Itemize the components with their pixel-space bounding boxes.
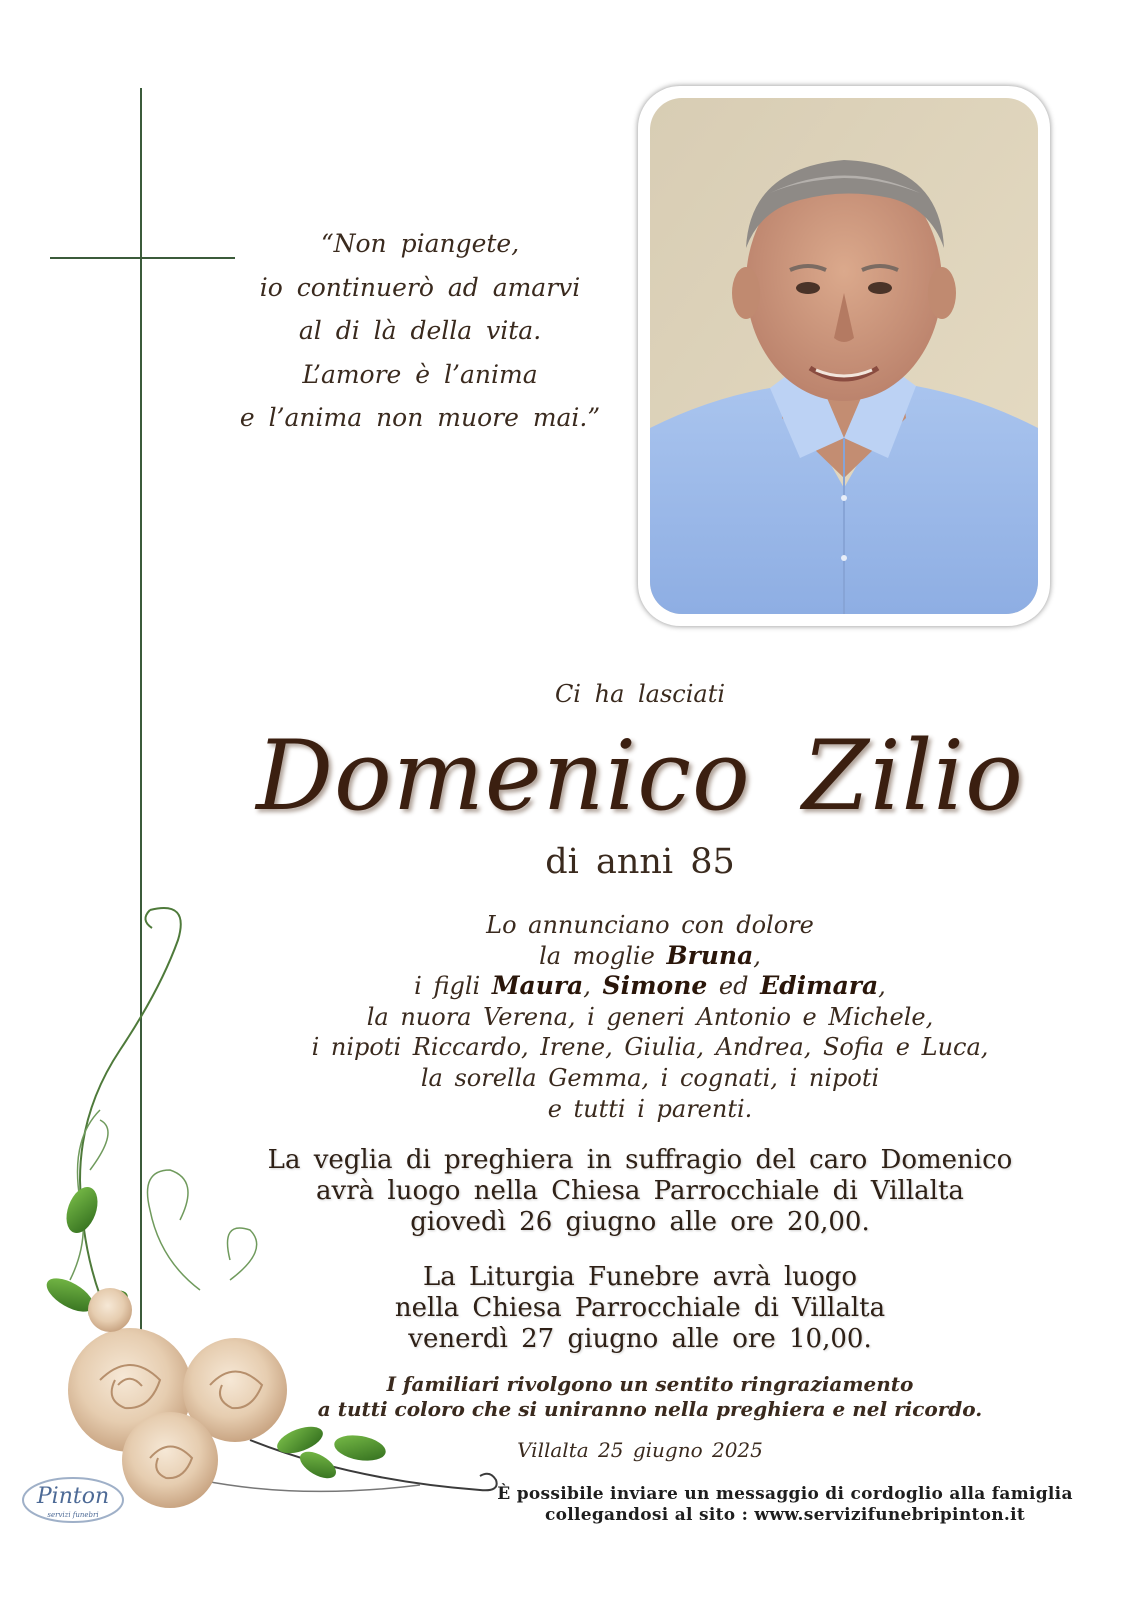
quote-line: e l’anima non muore mai.” [239,403,601,432]
memorial-quote [220,222,620,440]
vigil-line: giovedì 26 giugno alle ore 20,00. [410,1207,870,1237]
announcement-line: i nipoti Riccardo, Irene, Giulia, Andrea, Sofia e Luca, [311,1033,989,1062]
rose [88,1288,132,1332]
footer-line: collegandosi al sito : www.servizifunebripinton.it [544,1505,1026,1525]
announcement-line: Lo annunciano con dolore [486,911,814,939]
pinton-logo [18,1470,128,1530]
logo-brand: Pinton [36,1484,110,1509]
announcement-line: e tutti i parenti. [547,1094,753,1123]
quote-line: al di là della vita. [298,316,542,345]
vigil-line: La veglia di preghiera in suffragio del caro Domenico [267,1145,1013,1175]
logo-tagline: servizi funebri [47,1511,99,1519]
place-date: Villalta 25 giugno 2025 [517,1438,763,1462]
age-text: di anni 85 [545,842,735,882]
footer-line: È possibile inviare un messaggio di cordoglio alla famiglia [497,1484,1073,1504]
family-name-bold: Simone [602,971,708,1001]
quote-line: io continuerò ad amarvi [259,272,581,302]
announcement-text: , [583,972,603,1001]
announcement-text: la moglie [539,941,667,970]
thanks-line: I familiari rivolgono un sentito ringraziamento [386,1372,914,1396]
thanks-line: a tutti coloro che si uniranno nella preghiera e nel ricordo. [317,1397,983,1421]
portrait-frame [638,86,1050,626]
quote-line: L’amore è l’anima [302,359,538,389]
funeral-line: nella Chiesa Parrocchiale di Villalta [394,1293,886,1323]
funeral-line: La Liturgia Funebre avrà luogo [423,1262,857,1292]
family-name-bold: Bruna [666,940,754,970]
funeral-line: venerdì 27 giugno alle ore 10,00. [408,1324,872,1354]
announcement-text: i figli [414,972,492,1001]
announcement-text: , [878,972,886,1001]
quote-line: “Non piangete, [320,229,520,258]
intro-text: Ci ha lasciati [554,680,726,708]
announcement-line: la nuora Verena, i generi Antonio e Michele, [366,1002,934,1031]
rose [122,1412,218,1508]
announcement-text: ed [707,972,761,1001]
vigil-line: avrà luogo nella Chiesa Parrocchiale di Villalta [316,1176,964,1206]
announcement-line: la sorella Gemma, i cognati, i nipoti [420,1063,880,1092]
footer-note [440,1484,1130,1526]
family-name-bold: Edimara [760,971,879,1001]
portrait-photo [650,98,1038,614]
deceased-name: Domenico Zilio [256,720,1024,832]
announcement-text: , [753,941,761,970]
family-name-bold: Maura [491,971,584,1001]
cross-icon-horizontal [50,257,235,259]
